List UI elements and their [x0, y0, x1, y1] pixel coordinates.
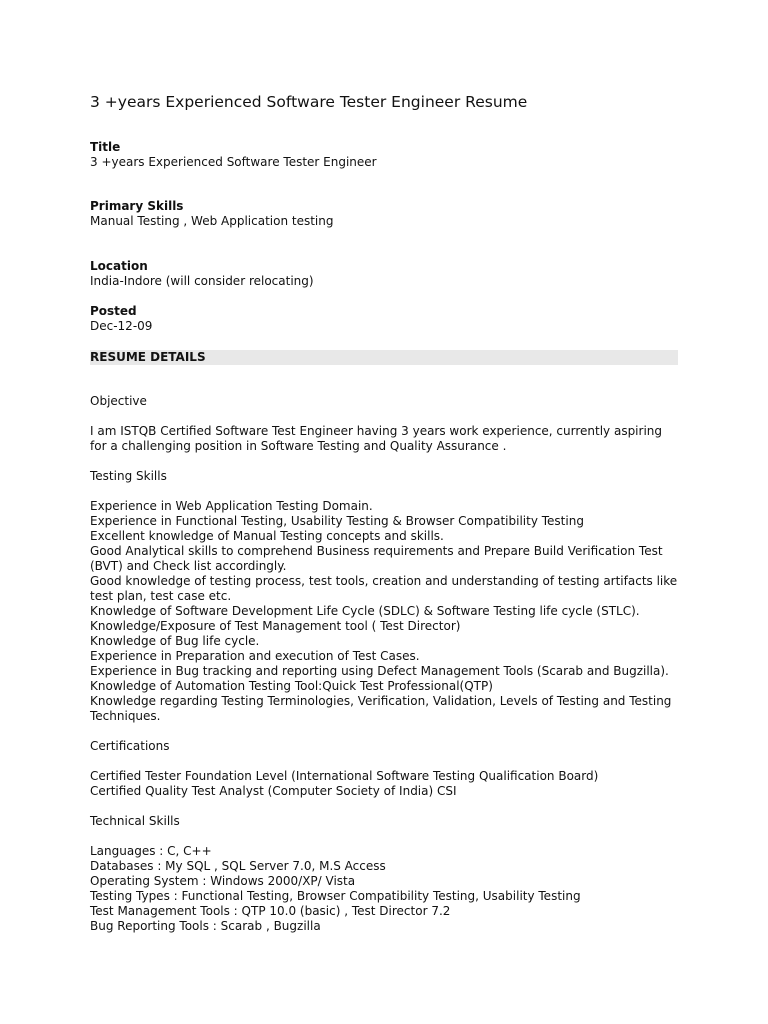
list-item: Good Analytical skills to comprehend Business requirements and Prepare Build Verification Test: [90, 544, 663, 558]
list-item: Experience in Bug tracking and reporting using Defect Management Tools (Scarab and Bugzilla).: [90, 664, 669, 678]
list-item: Certified Tester Foundation Level (International Software Testing Qualification Board): [90, 769, 599, 783]
list-item: Testing Types : Functional Testing, Browser Compatibility Testing, Usability Testing: [90, 889, 581, 903]
objective-text-line: for a challenging position in Software Testing and Quality Assurance .: [90, 439, 507, 453]
posted-field: [90, 304, 152, 334]
list-item: Knowledge of Automation Testing Tool:Quick Test Professional(QTP): [90, 679, 493, 693]
location-field: [90, 259, 314, 289]
list-item: Experience in Preparation and execution of Test Cases.: [90, 649, 420, 663]
list-item: Databases : My SQL , SQL Server 7.0, M.S Access: [90, 859, 386, 873]
posted-value: Dec-12-09: [90, 319, 153, 333]
title-label: Title: [90, 140, 121, 154]
list-item: Excellent knowledge of Manual Testing concepts and skills.: [90, 529, 444, 543]
objective-heading: Objective: [90, 394, 147, 408]
location-value: India-Indore (will consider relocating): [90, 274, 314, 288]
technical-skills-heading: Technical Skills: [90, 814, 180, 828]
list-item: Knowledge of Bug life cycle.: [90, 634, 260, 648]
posted-label: Posted: [90, 304, 137, 318]
primary-skills-label: Primary Skills: [90, 199, 184, 213]
certifications-heading: Certifications: [90, 739, 170, 753]
list-item: (BVT) and Check list accordingly.: [90, 559, 287, 573]
list-item: Techniques.: [90, 709, 161, 723]
location-label: Location: [90, 259, 148, 273]
primary-skills-value: Manual Testing , Web Application testing: [90, 214, 334, 228]
list-item: Knowledge/Exposure of Test Management tool ( Test Director): [90, 619, 461, 633]
testing-skills-heading: Testing Skills: [90, 469, 167, 483]
list-item: Languages : C, C++: [90, 844, 212, 858]
resume-details-heading: RESUME DETAILS: [90, 350, 678, 365]
list-item: Certified Quality Test Analyst (Computer Society of India) CSI: [90, 784, 457, 798]
list-item: Bug Reporting Tools : Scarab , Bugzilla: [90, 919, 321, 933]
list-item: Test Management Tools : QTP 10.0 (basic) , Test Director 7.2: [90, 904, 451, 918]
list-item: Experience in Web Application Testing Domain.: [90, 499, 373, 513]
document-title: 3 +years Experienced Software Tester Engineer Resume: [90, 93, 528, 111]
title-field: [90, 140, 377, 170]
list-item: Experience in Functional Testing, Usability Testing & Browser Compatibility Testing: [90, 514, 584, 528]
list-item: Good knowledge of testing process, test tools, creation and understanding of testing artifacts like: [90, 574, 678, 588]
objective-text-line: I am ISTQB Certified Software Test Engineer having 3 years work experience, currently aspiring: [90, 424, 663, 438]
list-item: Knowledge of Software Development Life Cycle (SDLC) & Software Testing life cycle (STLC).: [90, 604, 640, 618]
list-item: test plan, test case etc.: [90, 589, 232, 603]
primary-skills-field: [90, 199, 334, 229]
list-item: Knowledge regarding Testing Terminologies, Verification, Validation, Levels of Testing and Testing: [90, 694, 672, 708]
resume-details-body: [90, 394, 682, 934]
title-value: 3 +years Experienced Software Tester Engineer: [90, 155, 377, 169]
list-item: Operating System : Windows 2000/XP/ Vista: [90, 874, 356, 888]
